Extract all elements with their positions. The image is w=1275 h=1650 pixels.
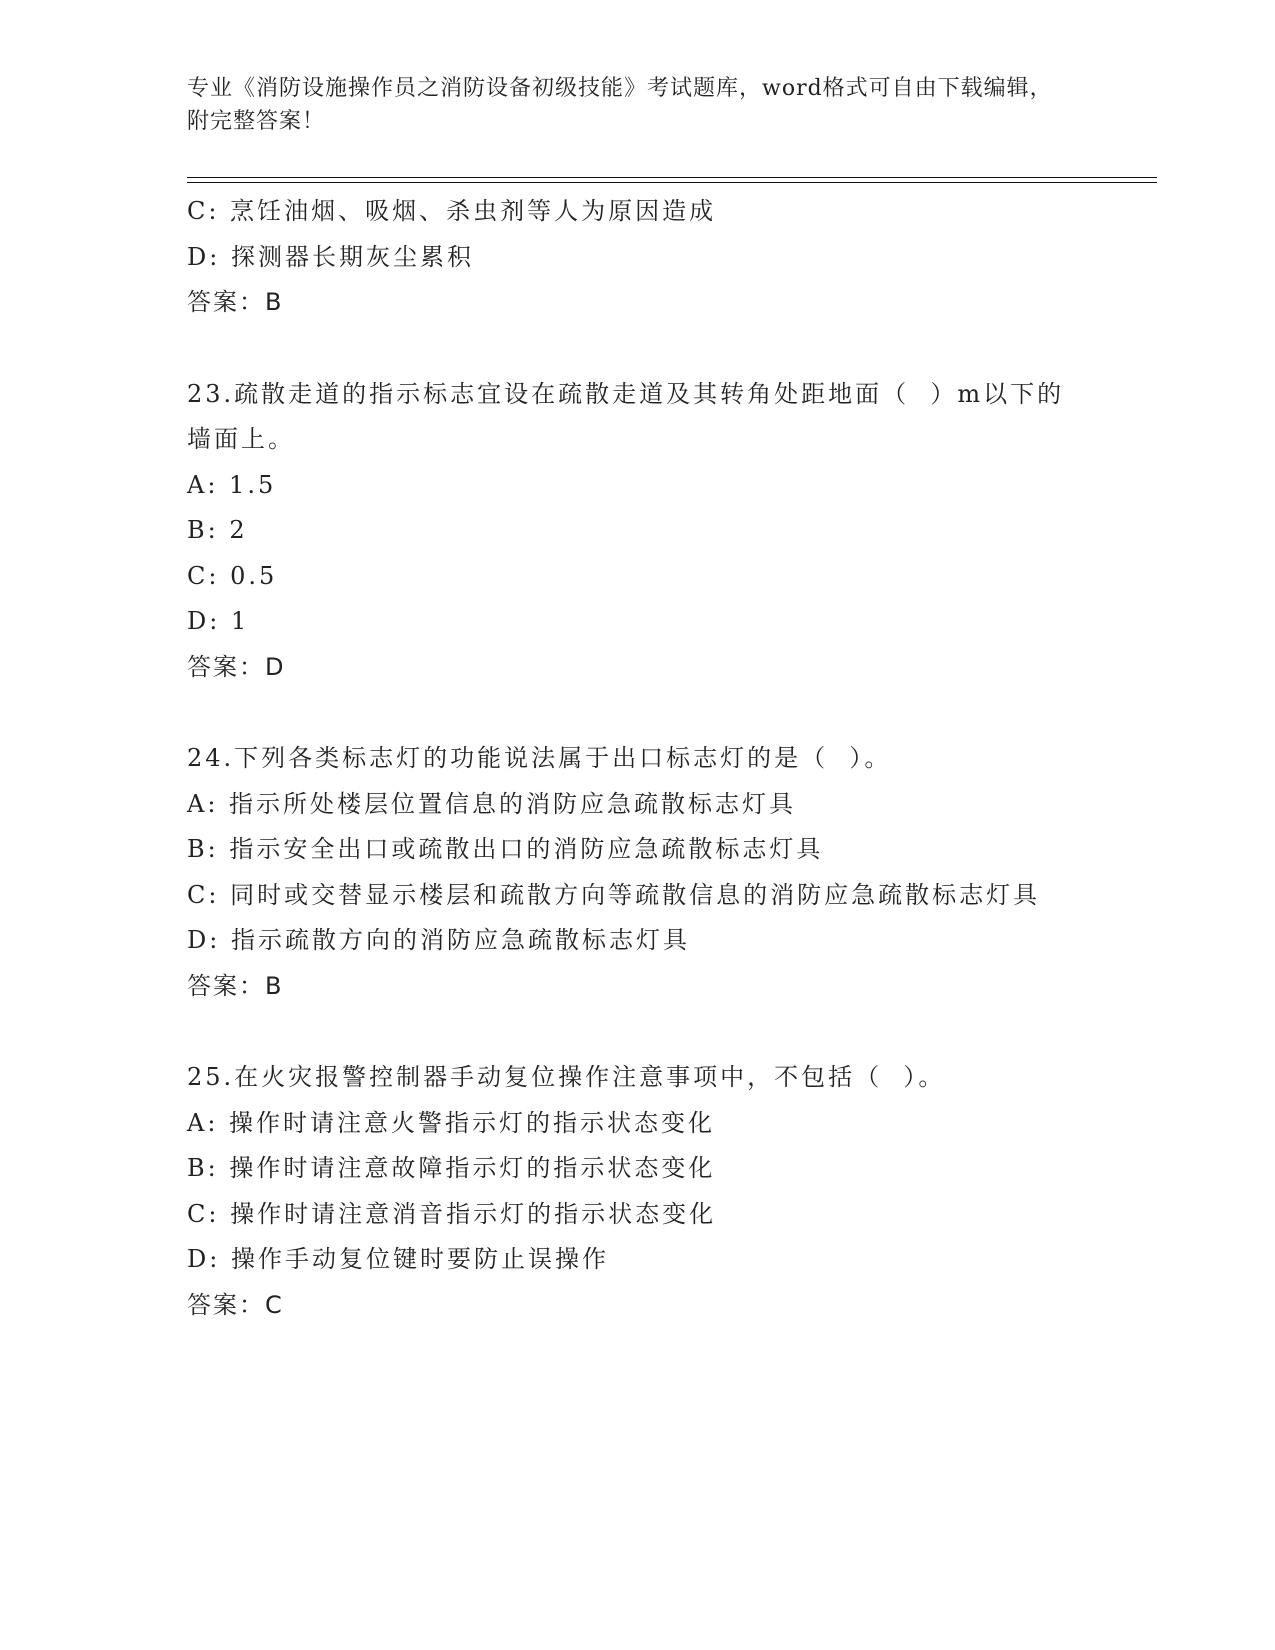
option-a: A: 操作时请注意火警指示灯的指示状态变化 <box>187 1108 716 1137</box>
option-d: D: 1 <box>187 607 250 635</box>
answer: 答案：D <box>187 652 286 681</box>
answer: 答案：B <box>187 971 284 1000</box>
question-23 <box>187 372 1067 691</box>
option-a: A: 1.5 <box>187 470 277 499</box>
option-b: B: 2 <box>187 516 248 544</box>
option-c: C: 0.5 <box>187 561 278 590</box>
spacer <box>187 326 1067 372</box>
header-rule-top <box>187 177 1157 178</box>
spacer <box>187 1009 1067 1055</box>
question-22-tail <box>187 189 1067 326</box>
option-a: A: 指示所处楼层位置信息的消防应急疏散标志灯具 <box>187 789 797 818</box>
option-d: D: 探测器长期灰尘累积 <box>187 242 474 271</box>
spacer <box>187 690 1067 736</box>
question-24 <box>187 736 1067 1009</box>
answer: 答案：C <box>187 1290 284 1319</box>
option-b: B: 操作时请注意故障指示灯的指示状态变化 <box>187 1154 716 1182</box>
option-d: D: 指示疏散方向的消防应急疏散标志灯具 <box>187 926 690 954</box>
question-content <box>187 189 1067 1328</box>
option-b: B: 指示安全出口或疏散出口的消防应急疏散标志灯具 <box>187 835 824 863</box>
question-stem: 25.在火灾报警控制器手动复位操作注意事项中，不包括（ ）。 <box>187 1063 946 1091</box>
page-header: 专业《消防设施操作员之消防设备初级技能》考试题库，word格式可自由下载编辑，附完整答案！ <box>187 76 1053 134</box>
option-c: C: 操作时请注意消音指示灯的指示状态变化 <box>187 1199 717 1228</box>
question-25 <box>187 1055 1067 1328</box>
option-d: D: 操作手动复位键时要防止误操作 <box>187 1245 609 1273</box>
question-stem: 24.下列各类标志灯的功能说法属于出口标志灯的是（ ）。 <box>187 744 892 772</box>
answer: 答案：B <box>187 288 284 316</box>
option-c: C: 烹饪油烟、吸烟、杀虫剂等人为原因造成 <box>187 197 717 225</box>
question-stem: 23.疏散走道的指示标志宜设在疏散走道及其转角处距地面（ ）m以下的墙面上。 <box>187 379 1065 453</box>
option-c: C: 同时或交替显示楼层和疏散方向等疏散信息的消防应急疏散标志灯具 <box>187 880 1041 909</box>
header-rule-bottom <box>187 182 1157 183</box>
